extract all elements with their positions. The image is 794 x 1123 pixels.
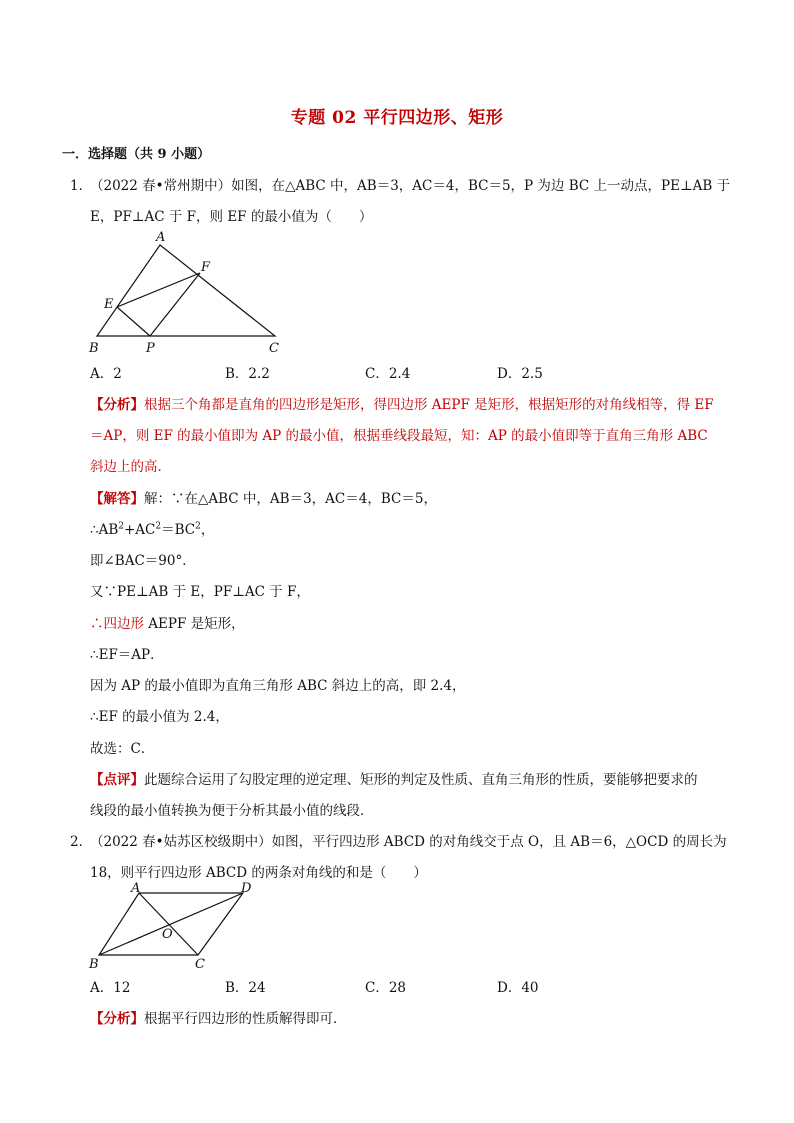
analysis-text-1: 根据三个角都是直角的四边形是矩形，得四边形 AEPF 是矩形，根据矩形的对角线相等，得 EF: [144, 397, 714, 413]
solution-text-2b: +AC: [124, 522, 156, 538]
superscript-3: 2: [195, 521, 201, 532]
label-d: D: [241, 881, 252, 896]
superscript-2: 2: [155, 521, 162, 532]
solution-text-1: 解：∵在△ABC 中，AB＝3，AC＝4，BC＝5，: [144, 491, 437, 507]
page-title: 专题 02 平行四边形、矩形: [290, 108, 504, 128]
analysis-tag: 【分析】: [90, 397, 144, 413]
q1-solution-line-4: 又∵PE⊥AB 于 E，PF⊥AC 于 F，: [90, 584, 310, 600]
q1-comment-line-1: [90, 768, 698, 788]
question-1-figure: [80, 228, 300, 358]
question-1-text-line-2: E，PF⊥AC 于 F，则 EF 的最小值为（ ）: [90, 209, 373, 225]
comment-tag: 【点评】: [90, 772, 144, 788]
solution-text-2c: ＝BC: [161, 522, 196, 538]
q1-comment-line-2: 线段的最小值转换为便于分析其最小值的线段．: [90, 803, 374, 819]
q1-solution-line-8: ∴EF 的最小值为 2.4，: [90, 709, 229, 725]
q1-solution-line-2: [90, 518, 214, 538]
segment-ep: [117, 307, 150, 336]
solution-text-2a: ∴AB: [90, 522, 119, 538]
q1-choice-a: A．2: [90, 366, 122, 382]
q1-choice-c: C．2.4: [365, 366, 411, 382]
q2-choice-d: D．40: [497, 980, 539, 996]
label-c: C: [269, 341, 279, 356]
q1-solution-line-3: 即∠BAC＝90°．: [90, 553, 196, 569]
solution-text-2d: ，: [200, 522, 215, 538]
label-b: B: [89, 957, 99, 972]
label-c: C: [195, 957, 205, 972]
section-heading: 一．选择题（共 9 小题）: [62, 147, 211, 162]
label-e: E: [104, 297, 114, 312]
q1-solution-line-7: 因为 AP 的最小值即为直角三角形 ABC 斜边上的高，即 2.4，: [90, 678, 466, 694]
q2-choice-c: C．28: [365, 980, 407, 996]
solution-text-5: AEPF 是矩形，: [144, 616, 245, 632]
q1-choice-b: B．2.2: [225, 366, 270, 382]
label-a: A: [131, 881, 141, 896]
question-1-number: 1．: [70, 178, 93, 194]
q2-choice-a: A．12: [90, 980, 131, 996]
question-2-number: 2．: [70, 834, 93, 850]
diagonal-bd: [99, 893, 243, 955]
solution-tag: 【解答】: [90, 491, 144, 507]
question-2-figure: [84, 880, 264, 972]
analysis-text: 根据平行四边形的性质解得即可．: [144, 1011, 347, 1027]
question-2-text-line-1: （2022 春•姑苏区校级期中）如图，平行四边形 ABCD 的对角线交于点 O，且 AB＝6，△OCD 的周长为: [90, 834, 727, 850]
question-1-text-line-1: （2022 春•常州期中）如图，在△ABC 中，AB＝3，AC＝4，BC＝5，P 为边 BC 上一动点，PE⊥AB 于: [90, 178, 731, 194]
label-f: F: [201, 260, 211, 275]
q1-solution-line-6: ∴EF＝AP．: [90, 647, 164, 663]
q1-analysis-line-1: [90, 393, 714, 413]
label-b: B: [89, 341, 99, 356]
q2-choice-b: B．24: [225, 980, 266, 996]
label-p: P: [146, 341, 155, 356]
q1-analysis-line-2: ＝AP，则 EF 的最小值即为 AP 的最小值，根据垂线段最短，知：AP 的最小值即等于直角三角形 ABC: [90, 428, 708, 444]
q1-solution-line-1: [90, 487, 437, 507]
segment-pf: [150, 273, 200, 336]
label-a: A: [156, 230, 166, 245]
q1-analysis-line-3: 斜边上的高．: [90, 459, 171, 475]
diagonal-ac: [139, 893, 198, 955]
q1-solution-line-9: 故选：C．: [90, 741, 155, 757]
q1-solution-line-5: [90, 612, 245, 632]
comment-text-1: 此题综合运用了勾股定理的逆定理、矩形的判定及性质、直角三角形的性质，要能够把要求的: [144, 772, 698, 788]
label-o: O: [162, 927, 173, 942]
q2-analysis-line-1: [90, 1007, 347, 1027]
superscript-1: 2: [118, 521, 124, 532]
analysis-tag: 【分析】: [90, 1011, 144, 1027]
q1-choice-d: D．2.5: [497, 366, 543, 382]
question-2-text-line-2: 18，则平行四边形 ABCD 的两条对角线的和是（ ）: [90, 865, 427, 881]
solution-text-5-red: ∴四边形: [90, 616, 144, 632]
